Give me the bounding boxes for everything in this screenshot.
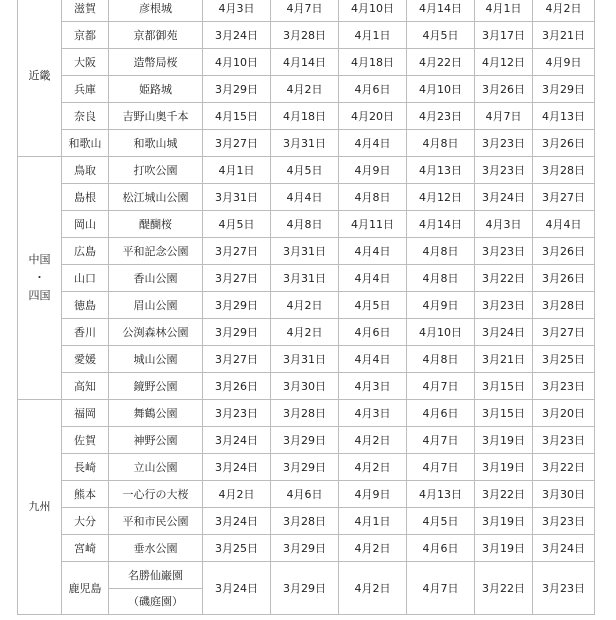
date-cell: 3月29日	[203, 76, 271, 103]
table-row	[18, 508, 595, 535]
date-cell: 3月26日	[203, 373, 271, 400]
date-cell: 3月30日	[533, 481, 595, 508]
date-cell: 4月4日	[339, 346, 407, 373]
date-cell: 3月22日	[475, 265, 533, 292]
date-cell: 3月26日	[475, 76, 533, 103]
date-cell: 4月7日	[407, 454, 475, 481]
site-cell: 平和市民公園	[109, 508, 203, 535]
date-cell: 4月5日	[407, 508, 475, 535]
date-cell: 3月19日	[475, 535, 533, 562]
date-cell: 3月26日	[533, 265, 595, 292]
table-row	[18, 346, 595, 373]
date-cell: 4月2日	[271, 319, 339, 346]
table-row	[18, 130, 595, 157]
date-cell: 3月27日	[533, 184, 595, 211]
date-cell: 3月31日	[271, 346, 339, 373]
date-cell: 3月28日	[271, 508, 339, 535]
date-cell: 4月2日	[339, 562, 407, 615]
date-cell: 4月7日	[475, 103, 533, 130]
region-cell: 九州	[18, 400, 62, 615]
date-cell: 4月4日	[339, 265, 407, 292]
date-cell: 3月23日	[475, 292, 533, 319]
date-cell: 4月13日	[407, 157, 475, 184]
site-cell: 舞鶴公園	[109, 400, 203, 427]
date-cell: 4月3日	[339, 400, 407, 427]
date-cell: 4月18日	[339, 49, 407, 76]
date-cell: 3月15日	[475, 400, 533, 427]
prefecture-cell: 滋賀	[62, 0, 109, 22]
site-cell: 眉山公園	[109, 292, 203, 319]
date-cell: 4月5日	[203, 211, 271, 238]
date-cell: 4月9日	[533, 49, 595, 76]
date-cell: 4月8日	[407, 238, 475, 265]
date-cell: 3月29日	[271, 454, 339, 481]
date-cell: 4月8日	[339, 184, 407, 211]
date-cell: 4月9日	[339, 481, 407, 508]
date-cell: 3月29日	[271, 535, 339, 562]
table-row	[18, 76, 595, 103]
date-cell: 4月14日	[271, 49, 339, 76]
site-cell: 造幣局桜	[109, 49, 203, 76]
table-row	[18, 49, 595, 76]
date-cell: 4月2日	[533, 0, 595, 22]
date-cell: 4月7日	[407, 562, 475, 615]
date-cell: 3月23日	[533, 508, 595, 535]
prefecture-cell: 大阪	[62, 49, 109, 76]
table-row	[18, 373, 595, 400]
date-cell: 3月27日	[203, 346, 271, 373]
date-cell: 3月24日	[475, 319, 533, 346]
table-row	[18, 265, 595, 292]
table-row	[18, 427, 595, 454]
date-cell: 3月28日	[271, 22, 339, 49]
date-cell: 4月2日	[271, 292, 339, 319]
date-cell: 3月23日	[533, 373, 595, 400]
site-cell: 平和記念公園	[109, 238, 203, 265]
date-cell: 4月10日	[407, 319, 475, 346]
site-cell: 公渕森林公園	[109, 319, 203, 346]
date-cell: 3月25日	[533, 346, 595, 373]
site-cell	[109, 562, 203, 615]
prefecture-cell: 島根	[62, 184, 109, 211]
date-cell: 4月6日	[407, 400, 475, 427]
site-cell: 醍醐桜	[109, 211, 203, 238]
date-cell: 3月28日	[533, 292, 595, 319]
date-cell: 3月23日	[533, 562, 595, 615]
prefecture-cell: 鳥取	[62, 157, 109, 184]
table-row	[18, 238, 595, 265]
table-row	[18, 211, 595, 238]
table-row	[18, 535, 595, 562]
date-cell: 3月31日	[203, 184, 271, 211]
prefecture-cell: 奈良	[62, 103, 109, 130]
date-cell: 3月23日	[203, 400, 271, 427]
table-row	[18, 319, 595, 346]
date-cell: 4月6日	[339, 76, 407, 103]
site-cell: 吉野山奥千本	[109, 103, 203, 130]
date-cell: 3月27日	[203, 265, 271, 292]
site-cell: 松江城山公園	[109, 184, 203, 211]
date-cell: 3月23日	[475, 130, 533, 157]
table-row	[18, 481, 595, 508]
site-cell: 京都御苑	[109, 22, 203, 49]
date-cell: 4月23日	[407, 103, 475, 130]
date-cell: 3月24日	[203, 427, 271, 454]
site-cell: 城山公園	[109, 346, 203, 373]
date-cell: 4月8日	[407, 346, 475, 373]
site-name-line: 名勝仙巌園	[128, 568, 183, 582]
date-cell: 4月12日	[407, 184, 475, 211]
date-cell: 4月12日	[475, 49, 533, 76]
date-cell: 3月31日	[271, 130, 339, 157]
sakura-forecast-table	[17, 0, 595, 615]
date-cell: 4月14日	[407, 0, 475, 22]
date-cell: 4月5日	[407, 22, 475, 49]
date-cell: 3月19日	[475, 508, 533, 535]
date-cell: 3月24日	[203, 22, 271, 49]
prefecture-cell: 長崎	[62, 454, 109, 481]
date-cell: 4月3日	[475, 211, 533, 238]
region-name-line: 中国	[28, 253, 51, 266]
prefecture-cell: 大分	[62, 508, 109, 535]
date-cell: 4月10日	[407, 76, 475, 103]
prefecture-cell: 広島	[62, 238, 109, 265]
date-cell: 3月27日	[533, 319, 595, 346]
prefecture-cell: 徳島	[62, 292, 109, 319]
prefecture-cell: 熊本	[62, 481, 109, 508]
date-cell: 4月8日	[271, 211, 339, 238]
date-cell: 4月2日	[339, 535, 407, 562]
region-name-line: 四国	[28, 289, 51, 302]
table-row	[18, 0, 595, 22]
site-cell: 一心行の大桜	[109, 481, 203, 508]
date-cell: 4月2日	[203, 481, 271, 508]
date-cell: 4月2日	[339, 454, 407, 481]
date-cell: 3月24日	[203, 508, 271, 535]
date-cell: 4月3日	[339, 373, 407, 400]
prefecture-cell: 岡山	[62, 211, 109, 238]
site-cell: 彦根城	[109, 0, 203, 22]
date-cell: 3月30日	[271, 373, 339, 400]
site-name-line: （磯庭園）	[109, 588, 202, 615]
date-cell: 3月26日	[533, 238, 595, 265]
prefecture-cell: 佐賀	[62, 427, 109, 454]
date-cell: 4月2日	[339, 427, 407, 454]
date-cell: 3月27日	[203, 238, 271, 265]
date-cell: 4月4日	[339, 130, 407, 157]
site-cell: 姫路城	[109, 76, 203, 103]
date-cell: 4月1日	[203, 157, 271, 184]
date-cell: 3月28日	[533, 157, 595, 184]
site-cell: 神野公園	[109, 427, 203, 454]
date-cell: 3月28日	[271, 400, 339, 427]
table-row	[18, 562, 595, 615]
table-row	[18, 157, 595, 184]
date-cell: 3月19日	[475, 454, 533, 481]
date-cell: 3月29日	[203, 292, 271, 319]
date-cell: 4月10日	[339, 0, 407, 22]
date-cell: 3月26日	[533, 130, 595, 157]
date-cell: 3月22日	[475, 562, 533, 615]
date-cell: 3月23日	[475, 238, 533, 265]
prefecture-cell: 宮崎	[62, 535, 109, 562]
date-cell: 3月15日	[475, 373, 533, 400]
date-cell: 3月19日	[475, 427, 533, 454]
date-cell: 3月31日	[271, 265, 339, 292]
date-cell: 3月20日	[533, 400, 595, 427]
date-cell: 4月20日	[339, 103, 407, 130]
date-cell: 4月15日	[203, 103, 271, 130]
date-cell: 3月17日	[475, 22, 533, 49]
date-cell: 4月11日	[339, 211, 407, 238]
prefecture-cell: 和歌山	[62, 130, 109, 157]
date-cell: 4月7日	[271, 0, 339, 22]
date-cell: 3月23日	[475, 157, 533, 184]
date-cell: 4月13日	[533, 103, 595, 130]
date-cell: 3月22日	[533, 454, 595, 481]
date-cell: 3月29日	[203, 319, 271, 346]
prefecture-cell: 福岡	[62, 400, 109, 427]
date-cell: 4月3日	[203, 0, 271, 22]
prefecture-cell: 鹿児島	[62, 562, 109, 615]
date-cell: 4月22日	[407, 49, 475, 76]
date-cell: 3月21日	[475, 346, 533, 373]
date-cell: 3月25日	[203, 535, 271, 562]
region-name-line: ・	[34, 271, 45, 284]
site-cell: 和歌山城	[109, 130, 203, 157]
date-cell: 4月5日	[271, 157, 339, 184]
date-cell: 4月7日	[407, 373, 475, 400]
date-cell: 4月8日	[407, 265, 475, 292]
site-cell: 垂水公園	[109, 535, 203, 562]
site-cell: 立山公園	[109, 454, 203, 481]
date-cell: 4月4日	[271, 184, 339, 211]
prefecture-cell: 京都	[62, 22, 109, 49]
table-row	[18, 400, 595, 427]
date-cell: 4月6日	[407, 535, 475, 562]
site-cell: 香山公園	[109, 265, 203, 292]
prefecture-cell: 愛媛	[62, 346, 109, 373]
table-body	[18, 0, 595, 615]
date-cell: 4月1日	[339, 22, 407, 49]
region-cell: 近畿	[18, 0, 62, 157]
date-cell: 4月18日	[271, 103, 339, 130]
table-row	[18, 292, 595, 319]
date-cell: 3月24日	[203, 454, 271, 481]
date-cell: 4月10日	[203, 49, 271, 76]
date-cell: 3月27日	[203, 130, 271, 157]
site-cell: 打吹公園	[109, 157, 203, 184]
date-cell: 3月21日	[533, 22, 595, 49]
date-cell: 4月6日	[271, 481, 339, 508]
date-cell: 4月14日	[407, 211, 475, 238]
date-cell: 3月24日	[533, 535, 595, 562]
date-cell: 3月29日	[533, 76, 595, 103]
prefecture-cell: 香川	[62, 319, 109, 346]
date-cell: 4月4日	[533, 211, 595, 238]
date-cell: 3月29日	[271, 562, 339, 615]
table-row	[18, 454, 595, 481]
date-cell: 4月1日	[475, 0, 533, 22]
prefecture-cell: 兵庫	[62, 76, 109, 103]
table-row	[18, 184, 595, 211]
date-cell: 4月8日	[407, 130, 475, 157]
table-row	[18, 22, 595, 49]
date-cell: 3月22日	[475, 481, 533, 508]
date-cell: 4月1日	[339, 508, 407, 535]
date-cell: 3月23日	[533, 427, 595, 454]
date-cell: 4月9日	[407, 292, 475, 319]
date-cell: 3月24日	[475, 184, 533, 211]
site-cell: 鏡野公園	[109, 373, 203, 400]
prefecture-cell: 高知	[62, 373, 109, 400]
date-cell: 4月13日	[407, 481, 475, 508]
date-cell: 3月29日	[271, 427, 339, 454]
prefecture-cell: 山口	[62, 265, 109, 292]
date-cell: 4月2日	[271, 76, 339, 103]
date-cell: 4月4日	[339, 238, 407, 265]
table-row	[18, 103, 595, 130]
date-cell: 4月7日	[407, 427, 475, 454]
date-cell: 4月5日	[339, 292, 407, 319]
date-cell: 4月6日	[339, 319, 407, 346]
region-cell	[18, 157, 62, 400]
date-cell: 3月31日	[271, 238, 339, 265]
date-cell: 4月9日	[339, 157, 407, 184]
date-cell: 3月24日	[203, 562, 271, 615]
